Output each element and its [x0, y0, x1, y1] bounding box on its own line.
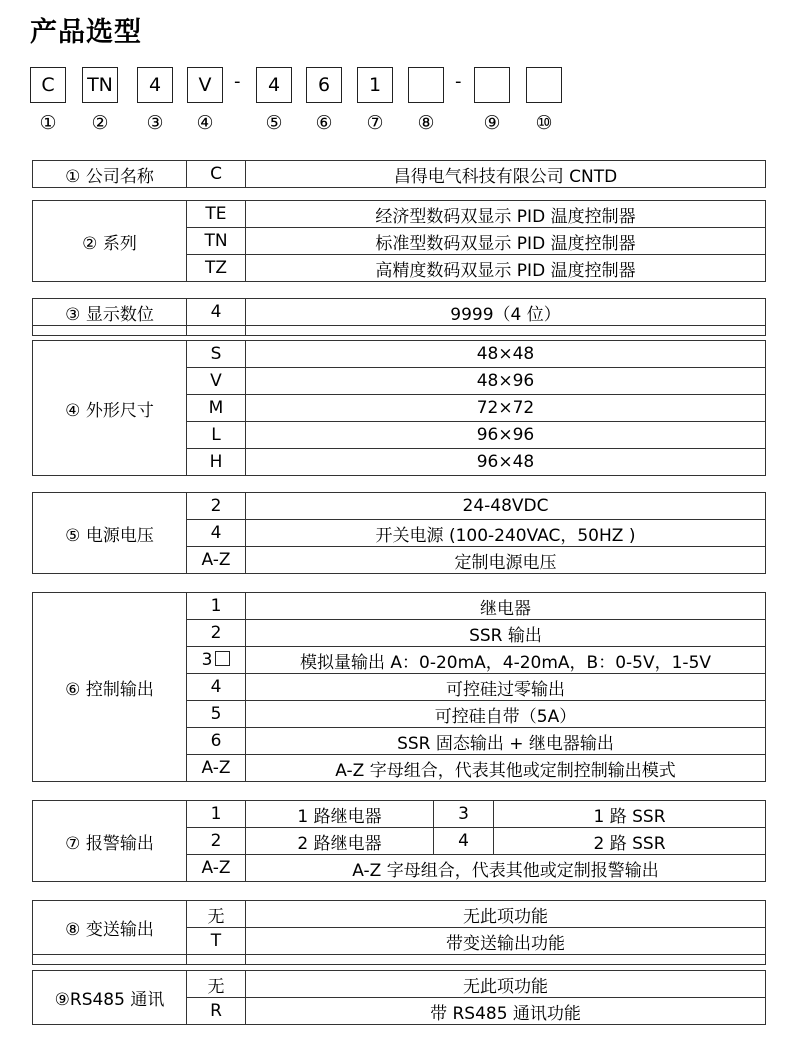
checkbox-square-icon	[215, 651, 230, 666]
option-code: 2	[187, 620, 246, 647]
table-gap-row	[33, 326, 766, 336]
option-code: 1	[187, 801, 246, 828]
option-code: A-Z	[187, 547, 246, 574]
option-code: L	[187, 422, 246, 449]
model-code-row	[30, 67, 590, 107]
position-number: ⑥	[315, 112, 333, 134]
position-number: ③	[146, 112, 164, 134]
code-box-8	[408, 67, 444, 103]
option-desc: A-Z 字母组合，代表其他或定制报警输出	[246, 855, 766, 882]
position-number: ①	[39, 112, 57, 134]
code-box-6: 6	[306, 67, 342, 103]
option-code: TN	[187, 228, 246, 255]
table-control-output	[32, 592, 766, 782]
gap-cell	[187, 326, 246, 336]
table-row	[33, 801, 766, 828]
gap-cell	[33, 955, 187, 965]
option-desc: 96×48	[246, 449, 766, 476]
option-code: V	[187, 368, 246, 395]
option-code-cell	[187, 647, 246, 674]
option-code: TE	[187, 201, 246, 228]
row-label: ⑤ 电源电压	[33, 493, 187, 574]
table-row	[33, 201, 766, 228]
row-label: ⑨RS485 通讯	[33, 971, 187, 1025]
option-desc: 48×48	[246, 341, 766, 368]
option-code: 5	[187, 701, 246, 728]
table-power	[32, 492, 766, 574]
table-rs485	[32, 970, 766, 1025]
gap-cell	[246, 326, 766, 336]
position-number: ⑨	[483, 112, 501, 134]
row-label: ② 系列	[33, 201, 187, 282]
option-code: T	[187, 928, 246, 955]
option-desc: SSR 输出	[246, 620, 766, 647]
position-number: ②	[91, 112, 109, 134]
option-code: 1	[187, 593, 246, 620]
position-numbers-row	[30, 112, 590, 142]
option-code: 3	[201, 650, 213, 670]
row-label: ④ 外形尺寸	[33, 341, 187, 476]
option-code: 4	[187, 299, 246, 326]
row-label: ③ 显示数位	[33, 299, 187, 326]
option-desc: 96×96	[246, 422, 766, 449]
option-code: C	[187, 161, 246, 188]
option-desc: 24-48VDC	[246, 493, 766, 520]
option-code: 2	[187, 828, 246, 855]
option-desc: 48×96	[246, 368, 766, 395]
code-box-7: 1	[357, 67, 393, 103]
code-box-4: V	[187, 67, 223, 103]
table-row	[33, 299, 766, 326]
row-label: ⑥ 控制输出	[33, 593, 187, 782]
table-transmit-output	[32, 900, 766, 965]
table-row	[33, 161, 766, 188]
option-desc: 无此项功能	[246, 971, 766, 998]
table-size	[32, 340, 766, 476]
option-desc: SSR 固态输出 + 继电器输出	[246, 728, 766, 755]
code-box-2: TN	[82, 67, 118, 103]
option-code: H	[187, 449, 246, 476]
option-desc: 72×72	[246, 395, 766, 422]
option-desc: 标准型数码双显示 PID 温度控制器	[246, 228, 766, 255]
option-code: A-Z	[187, 755, 246, 782]
table-row	[33, 971, 766, 998]
option-desc: A-Z 字母组合，代表其他或定制控制输出模式	[246, 755, 766, 782]
position-number: ⑦	[366, 112, 384, 134]
table-row	[33, 593, 766, 620]
option-desc: 带变送输出功能	[246, 928, 766, 955]
code-box-3: 4	[137, 67, 173, 103]
option-desc: 1 路 SSR	[494, 801, 766, 828]
table-gap-row	[33, 955, 766, 965]
code-box-1: C	[30, 67, 66, 103]
option-desc: 定制电源电压	[246, 547, 766, 574]
code-box-5: 4	[256, 67, 292, 103]
table-alarm-output	[32, 800, 766, 882]
code-dash-2: -	[455, 71, 462, 92]
option-code: 4	[187, 674, 246, 701]
option-code: 无	[187, 971, 246, 998]
table-company	[32, 160, 766, 188]
page-title: 产品选型	[30, 17, 142, 48]
option-code: 4	[434, 828, 494, 855]
gap-cell	[246, 955, 766, 965]
option-desc: 继电器	[246, 593, 766, 620]
row-label: ① 公司名称	[33, 161, 187, 188]
option-desc: 昌得电气科技有限公司 CNTD	[246, 161, 766, 188]
option-desc: 2 路继电器	[246, 828, 434, 855]
position-number: ④	[196, 112, 214, 134]
code-box-9	[474, 67, 510, 103]
code-dash-1: -	[234, 71, 241, 92]
option-code: A-Z	[187, 855, 246, 882]
option-desc: 开关电源 (100-240VAC，50HZ )	[246, 520, 766, 547]
option-code: 3	[434, 801, 494, 828]
option-desc: 经济型数码双显示 PID 温度控制器	[246, 201, 766, 228]
option-code: 4	[187, 520, 246, 547]
row-label: ⑧ 变送输出	[33, 901, 187, 955]
table-display-digits	[32, 298, 766, 336]
option-desc: 无此项功能	[246, 901, 766, 928]
gap-cell	[187, 955, 246, 965]
gap-cell	[33, 326, 187, 336]
row-label: ⑦ 报警输出	[33, 801, 187, 882]
table-row	[33, 901, 766, 928]
table-row	[33, 341, 766, 368]
option-desc: 9999（4 位）	[246, 299, 766, 326]
option-code: M	[187, 395, 246, 422]
option-desc: 模拟量输出 A：0-20mA，4-20mA，B：0-5V，1-5V	[246, 647, 766, 674]
table-series	[32, 200, 766, 282]
position-number: ⑤	[265, 112, 283, 134]
option-desc: 高精度数码双显示 PID 温度控制器	[246, 255, 766, 282]
option-code: R	[187, 998, 246, 1025]
option-desc: 可控硅自带（5A）	[246, 701, 766, 728]
option-desc: 带 RS485 通讯功能	[246, 998, 766, 1025]
position-number: ⑧	[417, 112, 435, 134]
option-code: 6	[187, 728, 246, 755]
position-number: ⑩	[535, 112, 553, 134]
option-desc: 1 路继电器	[246, 801, 434, 828]
option-code: 无	[187, 901, 246, 928]
table-row	[33, 493, 766, 520]
option-code: TZ	[187, 255, 246, 282]
code-box-10	[526, 67, 562, 103]
option-desc: 可控硅过零输出	[246, 674, 766, 701]
option-code: 2	[187, 493, 246, 520]
option-code: S	[187, 341, 246, 368]
option-desc: 2 路 SSR	[494, 828, 766, 855]
